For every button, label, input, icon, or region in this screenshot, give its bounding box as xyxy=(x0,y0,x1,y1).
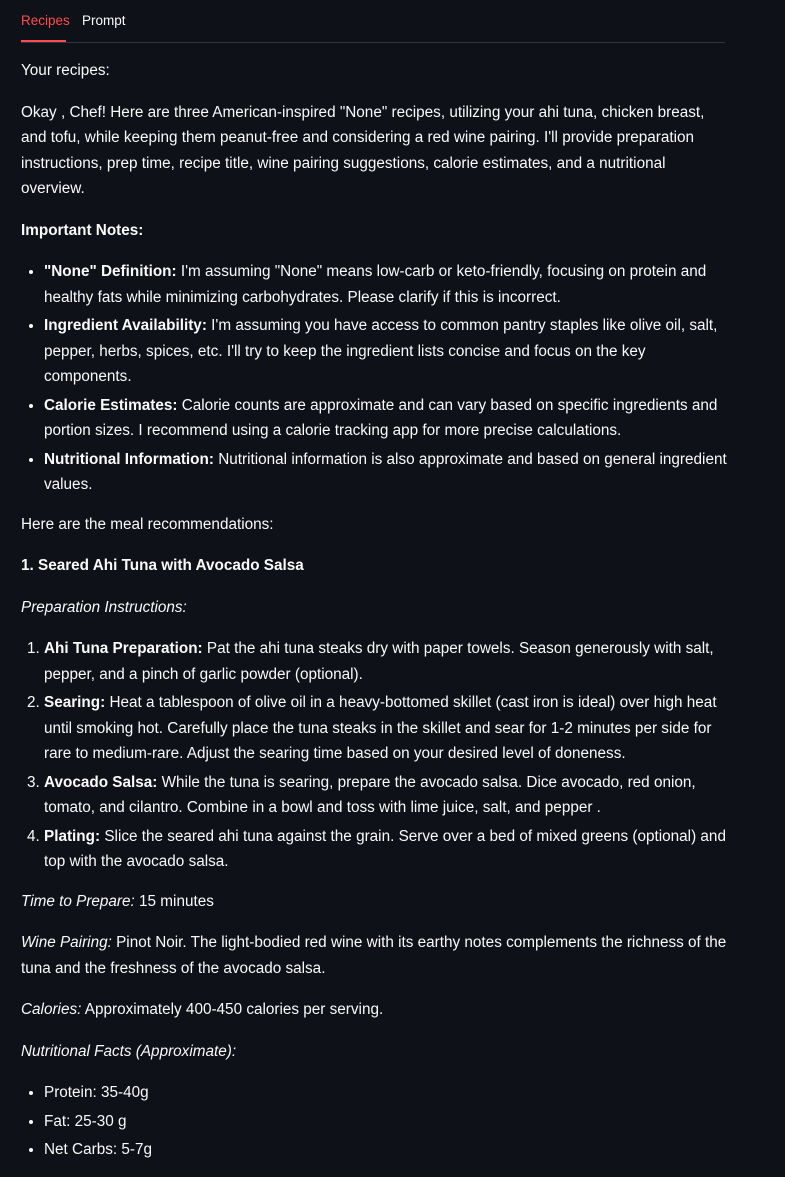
list-item xyxy=(44,770,731,821)
step-text: Pat the ahi tuna steaks dry with paper towels. Season generously with salt, pepper, and a pinch of garlic powder (optional). xyxy=(44,640,714,683)
note-text: Nutritional information is also approximate and based on general ingredient values. xyxy=(44,450,727,493)
list-item xyxy=(44,690,731,767)
intro-text: Okay , Chef! Here are three American-inspired "None" recipes, utilizing your ahi tuna, chicken breast, and tofu, while keeping them peanut-free and considering a red wine pairing. I'll provide preparation instructions, prep time, recipe title, wine pairing suggestions, calorie estimates, and a nutritional overview. xyxy=(21,103,705,197)
recipes-content xyxy=(21,58,731,1177)
step-text: While the tuna is searing, prepare the avocado salsa. Dice avocado, red onion, tomato, and cilantro. Combine in a bowl and toss with lime juice, salt, and pepper . xyxy=(44,773,696,816)
list-item xyxy=(44,824,731,875)
note-label: Calorie Estimates: xyxy=(44,396,178,414)
note-text: I'm assuming "None" means low-carb or keto-friendly, focusing on protein and healthy fats while minimizing carbohydrates. Please clarify if this is incorrect. xyxy=(44,263,707,306)
steps-list xyxy=(21,636,731,875)
note-label: Nutritional Information: xyxy=(44,450,214,468)
list-item xyxy=(44,636,731,687)
step-text: Slice the seared ahi tuna against the grain. Serve over a bed of mixed greens (optional) and top with the avocado salsa. xyxy=(44,827,726,870)
notes-heading: Important Notes: xyxy=(21,221,144,239)
notes-list xyxy=(21,259,731,498)
intro-heading: Your recipes: xyxy=(21,62,110,79)
recommendations-heading: Here are the meal recommendations: xyxy=(21,515,274,533)
instructions-heading: Preparation Instructions: xyxy=(21,598,187,616)
tab-prompt[interactable]: Prompt xyxy=(82,13,126,28)
step-label: Plating: xyxy=(44,827,101,845)
active-tab-indicator xyxy=(21,40,66,42)
list-item: • Protein: 35-40g xyxy=(44,1080,731,1106)
tab-bar xyxy=(21,0,725,43)
nutrition-heading: Nutritional Facts (Approximate): xyxy=(21,1042,237,1060)
prep-time: Time to Prepare: 15 minutes xyxy=(21,892,214,910)
note-text: Calorie counts are approximate and can vary based on specific ingredients and portion sizes. I recommend using a calorie tracking app for more precise calculations. xyxy=(44,396,718,439)
tab-recipes[interactable]: Recipes xyxy=(21,13,70,28)
note-label: "None" Definition: xyxy=(44,263,177,280)
list-item xyxy=(44,447,731,498)
step-label: Avocado Salsa: xyxy=(44,773,158,791)
list-item xyxy=(44,393,731,444)
list-item: • Fat: 25-30 g xyxy=(44,1109,731,1135)
nutrition-list xyxy=(21,1080,731,1163)
list-item: • Net Carbs: 5-7g xyxy=(44,1137,731,1163)
note-text: I'm assuming you have access to common pantry staples like olive oil, salt, pepper, herbs, spices, etc. I'll try to keep the ingredient lists concise and focus on the key components. xyxy=(44,317,718,385)
recipe-title: 1. Seared Ahi Tuna with Avocado Salsa xyxy=(21,557,304,574)
step-text: Heat a tablespoon of olive oil in a heavy-bottomed skillet (cast iron is ideal) over high heat until smoking hot. Carefully place the tuna steaks in the skillet and sear for 1-2 minutes per side for rare to medium-rare. Adjust the searing time based on your desired level of doneness. xyxy=(44,694,717,762)
step-label: Searing: xyxy=(44,694,106,711)
calories: Calories: Approximately 400-450 calories per serving. xyxy=(21,1001,384,1018)
list-item xyxy=(44,259,731,310)
list-item xyxy=(44,313,731,390)
step-label: Ahi Tuna Preparation: xyxy=(44,640,203,657)
note-label: Ingredient Availability: xyxy=(44,317,207,334)
wine-pairing: Wine Pairing: Pinot Noir. The light-bodied red wine with its earthy notes complements the richness of the tuna and the freshness of the avocado salsa. xyxy=(21,934,727,977)
